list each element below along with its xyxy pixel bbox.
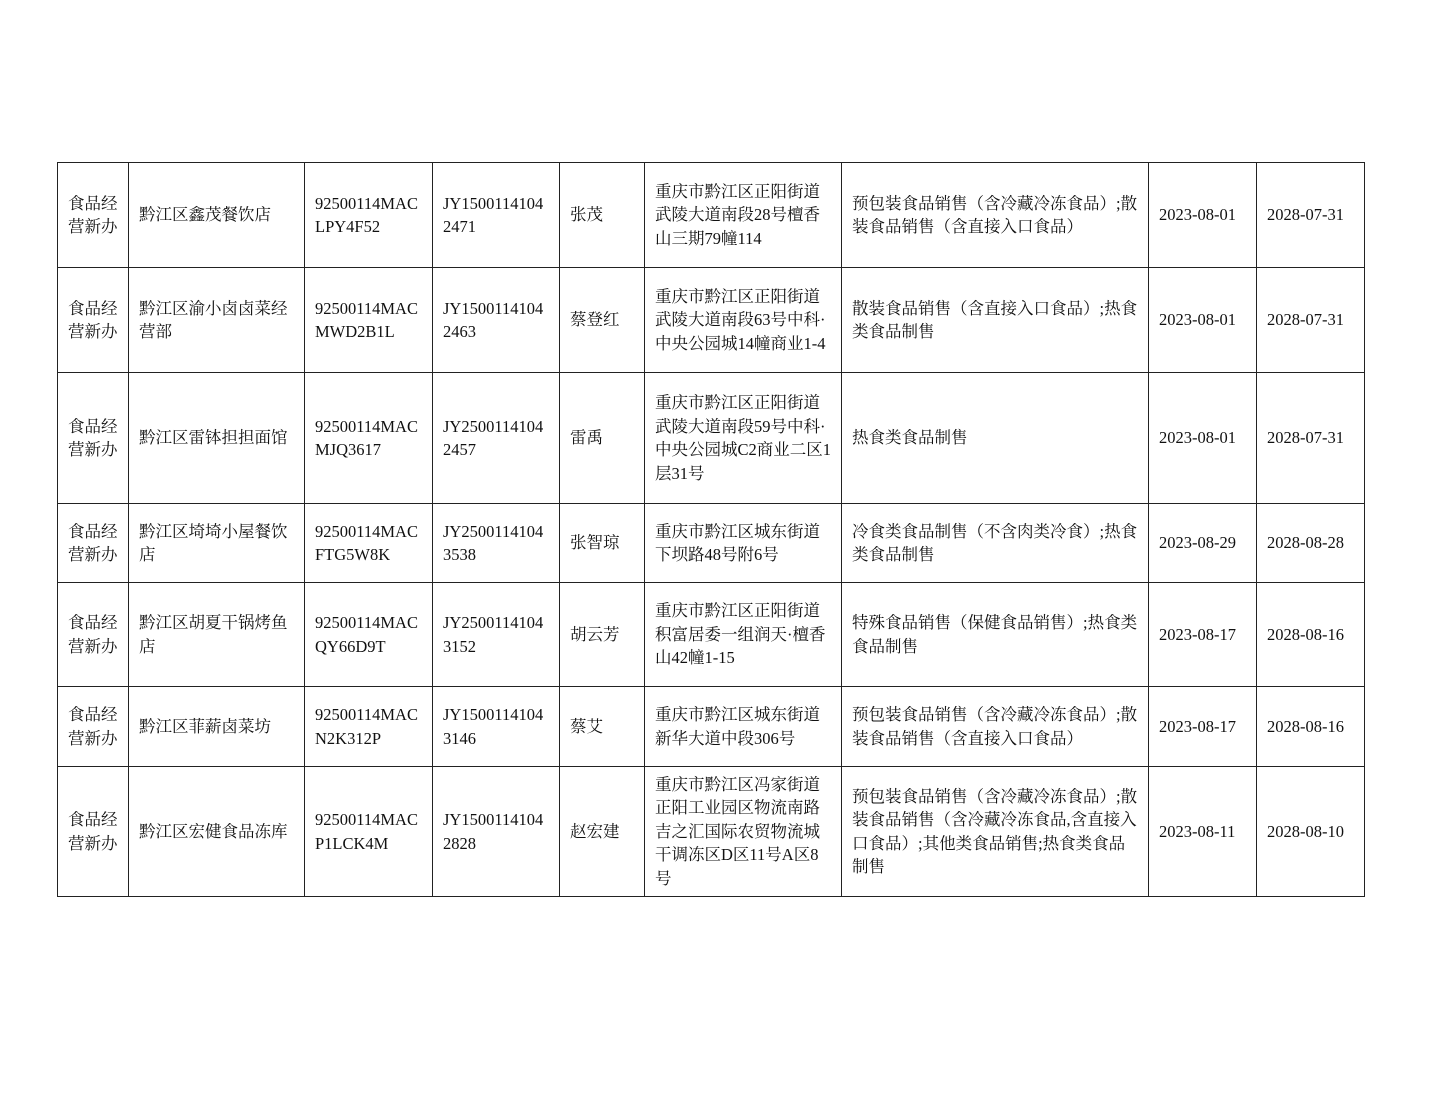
category-cell: 食品经营新办 (58, 687, 129, 767)
credit-code-cell: 92500114MACLPY4F52 (305, 163, 433, 268)
legal-person-cell: 赵宏建 (560, 767, 645, 897)
license-number-cell: JY15001141043146 (433, 687, 560, 767)
legal-person-cell: 张智琼 (560, 504, 645, 583)
license-number-cell: JY25001141043538 (433, 504, 560, 583)
address-cell: 重庆市黔江区正阳街道武陵大道南段63号中科·中央公园城14幢商业1-4 (645, 268, 842, 373)
address-cell: 重庆市黔江区城东街道新华大道中段306号 (645, 687, 842, 767)
business-name-cell: 黔江区埼埼小屋餐饮店 (129, 504, 305, 583)
business-scope-cell: 冷食类食品制售（不含肉类冷食）;热食类食品制售 (842, 504, 1149, 583)
license-number-cell: JY15001141042463 (433, 268, 560, 373)
expiry-date-cell: 2028-07-31 (1257, 163, 1365, 268)
category-cell: 食品经营新办 (58, 268, 129, 373)
credit-code-cell: 92500114MACMJQ3617 (305, 373, 433, 504)
issue-date-cell: 2023-08-17 (1149, 583, 1257, 687)
business-name-cell: 黔江区雷钵担担面馆 (129, 373, 305, 504)
category-cell: 食品经营新办 (58, 163, 129, 268)
table-row (58, 504, 1365, 583)
legal-person-cell: 胡云芳 (560, 583, 645, 687)
category-cell: 食品经营新办 (58, 583, 129, 687)
category-cell: 食品经营新办 (58, 767, 129, 897)
license-number-cell: JY15001141042828 (433, 767, 560, 897)
table-row (58, 268, 1365, 373)
table-row (58, 163, 1365, 268)
expiry-date-cell: 2028-08-10 (1257, 767, 1365, 897)
issue-date-cell: 2023-08-01 (1149, 268, 1257, 373)
table-row (58, 767, 1365, 897)
credit-code-cell: 92500114MACQY66D9T (305, 583, 433, 687)
expiry-date-cell: 2028-07-31 (1257, 373, 1365, 504)
expiry-date-cell: 2028-08-16 (1257, 583, 1365, 687)
business-name-cell: 黔江区鑫茂餐饮店 (129, 163, 305, 268)
legal-person-cell: 雷禹 (560, 373, 645, 504)
credit-code-cell: 92500114MACN2K312P (305, 687, 433, 767)
address-cell: 重庆市黔江区正阳街道积富居委一组润天·檀香山42幢1-15 (645, 583, 842, 687)
table-row (58, 687, 1365, 767)
license-table (57, 162, 1365, 897)
legal-person-cell: 蔡艾 (560, 687, 645, 767)
issue-date-cell: 2023-08-11 (1149, 767, 1257, 897)
table-row (58, 583, 1365, 687)
address-cell: 重庆市黔江区冯家街道正阳工业园区物流南路吉之汇国际农贸物流城干调冻区D区11号A区8号 (645, 767, 842, 897)
expiry-date-cell: 2028-08-16 (1257, 687, 1365, 767)
business-scope-cell: 预包装食品销售（含冷藏冷冻食品）;散装食品销售（含直接入口食品） (842, 687, 1149, 767)
business-scope-cell: 特殊食品销售（保健食品销售）;热食类食品制售 (842, 583, 1149, 687)
issue-date-cell: 2023-08-01 (1149, 163, 1257, 268)
legal-person-cell: 蔡登红 (560, 268, 645, 373)
business-scope-cell: 预包装食品销售（含冷藏冷冻食品）;散装食品销售（含直接入口食品） (842, 163, 1149, 268)
category-cell: 食品经营新办 (58, 504, 129, 583)
business-scope-cell: 散装食品销售（含直接入口食品）;热食类食品制售 (842, 268, 1149, 373)
issue-date-cell: 2023-08-29 (1149, 504, 1257, 583)
issue-date-cell: 2023-08-17 (1149, 687, 1257, 767)
credit-code-cell: 92500114MACFTG5W8K (305, 504, 433, 583)
address-cell: 重庆市黔江区正阳街道武陵大道南段28号檀香山三期79幢114 (645, 163, 842, 268)
business-name-cell: 黔江区胡夏干锅烤鱼店 (129, 583, 305, 687)
address-cell: 重庆市黔江区城东街道下坝路48号附6号 (645, 504, 842, 583)
business-name-cell: 黔江区渝小卤卤菜经营部 (129, 268, 305, 373)
legal-person-cell: 张茂 (560, 163, 645, 268)
business-name-cell: 黔江区宏健食品冻库 (129, 767, 305, 897)
business-name-cell: 黔江区菲薪卤菜坊 (129, 687, 305, 767)
table-row (58, 373, 1365, 504)
address-cell: 重庆市黔江区正阳街道武陵大道南段59号中科·中央公园城C2商业二区1层31号 (645, 373, 842, 504)
license-number-cell: JY25001141043152 (433, 583, 560, 687)
expiry-date-cell: 2028-07-31 (1257, 268, 1365, 373)
business-scope-cell: 预包装食品销售（含冷藏冷冻食品）;散装食品销售（含冷藏冷冻食品,含直接入口食品）;其他类食品销售;热食类食品制售 (842, 767, 1149, 897)
license-number-cell: JY25001141042457 (433, 373, 560, 504)
business-scope-cell: 热食类食品制售 (842, 373, 1149, 504)
expiry-date-cell: 2028-08-28 (1257, 504, 1365, 583)
credit-code-cell: 92500114MACMWD2B1L (305, 268, 433, 373)
credit-code-cell: 92500114MACP1LCK4M (305, 767, 433, 897)
license-number-cell: JY15001141042471 (433, 163, 560, 268)
category-cell: 食品经营新办 (58, 373, 129, 504)
issue-date-cell: 2023-08-01 (1149, 373, 1257, 504)
